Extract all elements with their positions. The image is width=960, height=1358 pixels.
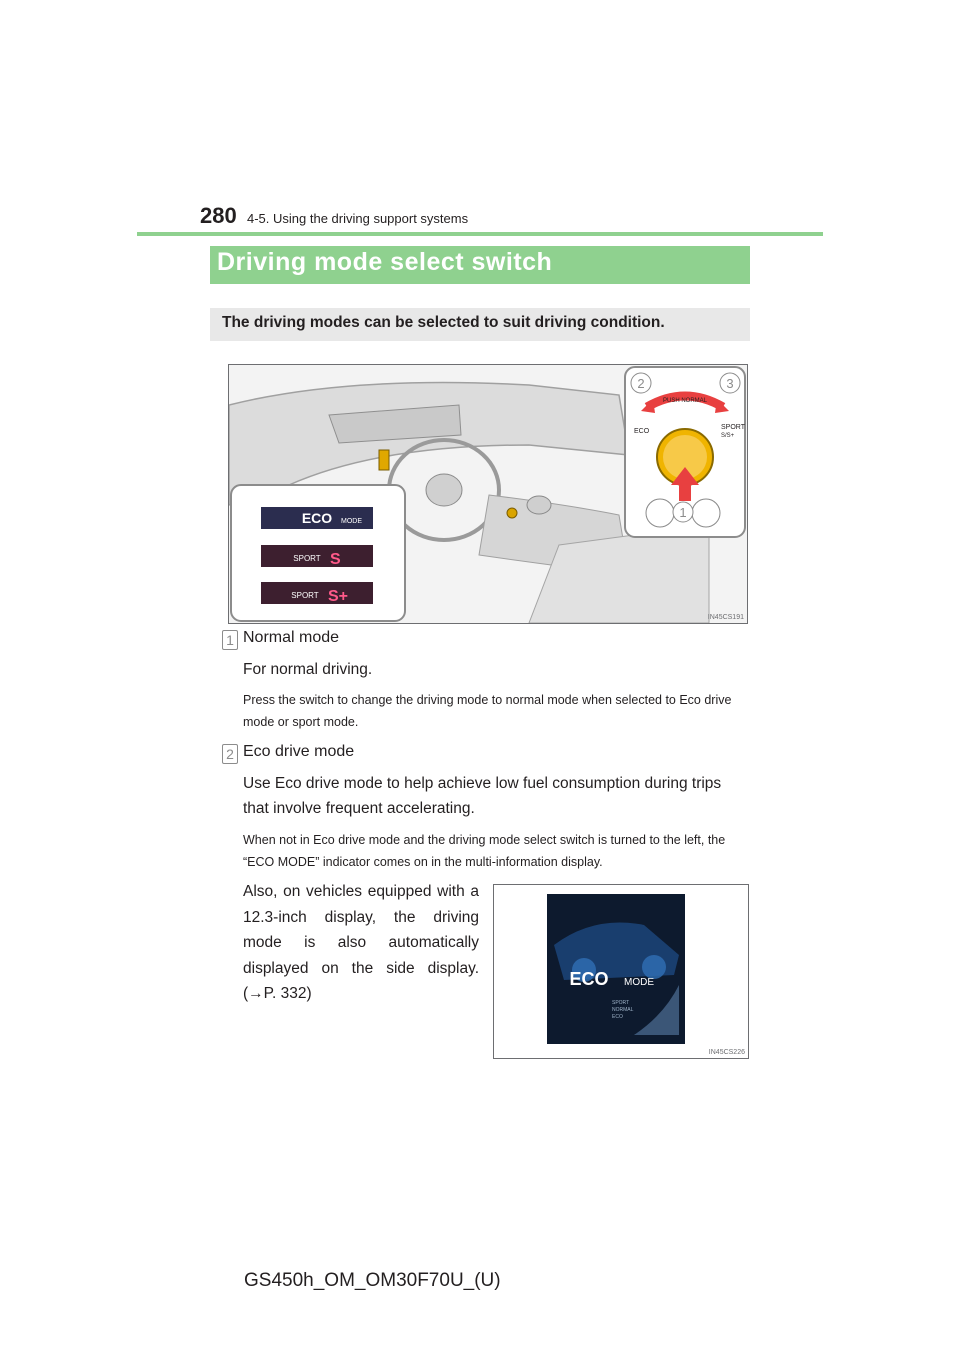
sport-indicator-sub: SPORT — [293, 554, 321, 563]
sub-figure-code: IN45CS226 — [708, 1049, 745, 1056]
display-legend-eco: ECO — [612, 1014, 623, 1020]
dial-normal-label: PUSH NORMAL — [662, 398, 708, 404]
item-body-normal-mode: For normal driving. — [243, 661, 373, 678]
item-note-normal-mode: Press the switch to change the driving mode to normal mode when selected to Eco drive mode or sport mode. — [243, 693, 732, 729]
indicator-location-icon — [379, 450, 389, 470]
figure-code: IN45CS191 — [707, 614, 744, 621]
header-rule — [137, 232, 823, 236]
sport-indicator-label: S — [330, 551, 341, 568]
display-mode-label: MODE — [624, 977, 654, 988]
sport-plus-indicator-label: S+ — [328, 588, 349, 605]
item-heading-normal-mode: Normal mode — [243, 629, 340, 646]
eco-indicator-sub: MODE — [341, 518, 362, 525]
eco-indicator-label: ECO — [301, 510, 333, 526]
intro-text: The driving modes can be selected to suit driving condition. — [222, 314, 665, 331]
display-legend-normal: NORMAL — [612, 1007, 634, 1013]
section-title: 4-5. Using the driving support systems — [247, 211, 469, 226]
side-display-illustration — [493, 884, 749, 1059]
dashboard-illustration — [228, 364, 748, 624]
item-note-eco-mode: When not in Eco drive mode and the driving mode select switch is turned to the left, the “ECO MODE” indicator comes on in the multi-information display. — [243, 833, 726, 869]
callout-1: 1 — [679, 505, 687, 520]
display-eco-label: ECO — [569, 969, 609, 989]
dial-sport-label: SPORT — [721, 424, 745, 431]
item-heading-eco-mode: Eco drive mode — [243, 743, 355, 760]
dial-eco-label: ECO — [634, 428, 650, 435]
sport-plus-indicator-sub: SPORT — [291, 591, 319, 600]
item-body-eco-mode: Use Eco drive mode to help achieve low fuel consumption during trips that involve frequent accelerating. — [243, 775, 722, 817]
callout-3: 3 — [726, 376, 734, 391]
side-display-text: Also, on vehicles equipped with a 12.3-inch display, the driving mode is also automatically displayed on the side display. (→P. 332) — [243, 883, 479, 1002]
switch-location-icon — [507, 508, 517, 518]
footer-document-code: GS450h_OM_OM30F70U_(U) — [244, 1270, 501, 1291]
callout-2: 2 — [637, 376, 645, 391]
page-title: Driving mode select switch — [217, 248, 553, 276]
item-number-2: 2 — [222, 744, 238, 764]
display-legend-sport: SPORT — [612, 1000, 630, 1006]
page-number: 280 — [200, 203, 237, 228]
item-number-1: 1 — [222, 630, 238, 650]
dial-sport-plus-label: S/S+ — [721, 433, 735, 439]
